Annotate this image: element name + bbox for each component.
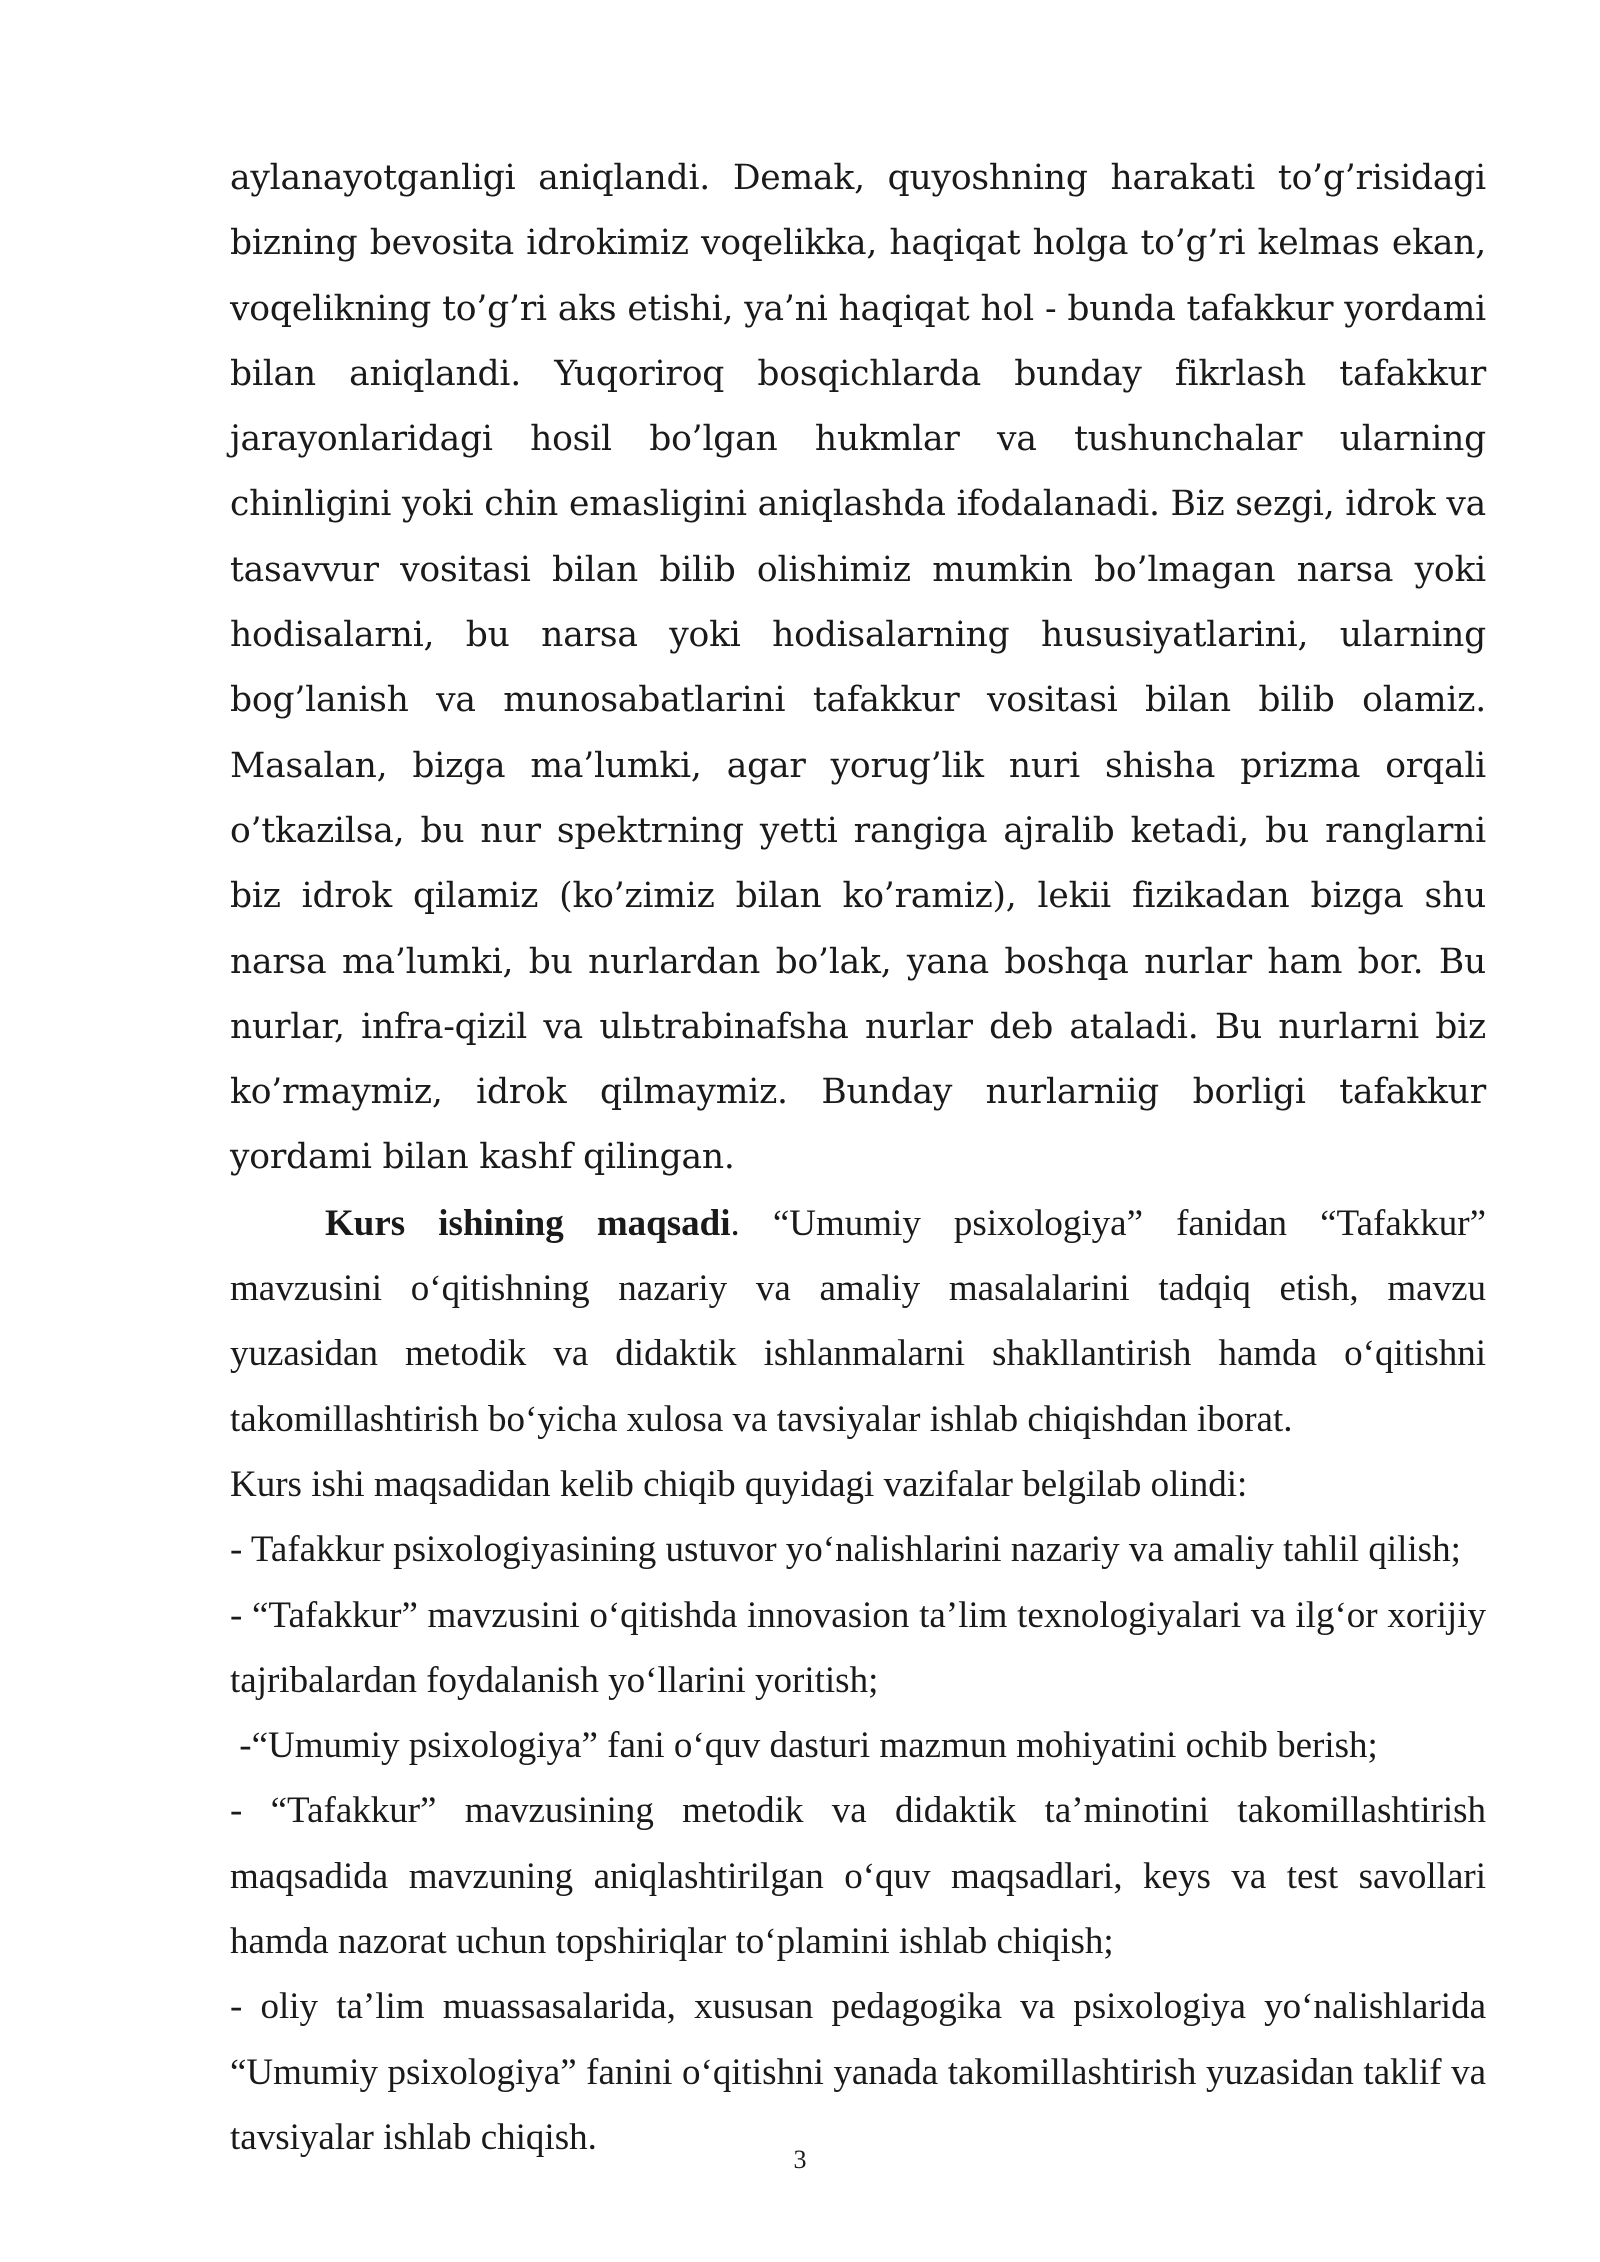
task-item-4: - “Tafakkur” mavzusining metodik va didaktik ta’minotini takomillashtirish maqsadida mavzuning aniqlashtirilgan o‘quv maqsadlari, keys va test savollari hamda nazorat uchun topshiriqlar to‘plamini ishlab chiqish;	[230, 1790, 1486, 1963]
course-goal-text: . “Umumiy psixologiya” fanidan “Tafakkur” mavzusini o‘qitishning nazariy va amaliy masalalarini tadqiq etish, mavzu yuzasidan metodik va didaktik ishlanmalarni shakllantirish hamda o‘qitishni takomillashtirish bo‘yicha xulosa va tavsiyalar ishlab chiqishdan iborat.	[230, 1202, 1486, 1440]
paragraph-thinking-intro: aylanayotganligi aniqlandi. Demak, quyoshning harakati to’g’risidagi bizning bevosita idrokimiz voqelikka, haqiqat holga to’g’ri kelmas ekan, voqelikning to’g’ri aks etishi, ya’ni haqiqat hol - bunda tafakkur yordami bilan aniqlandi. Yuqoriroq bosqichlarda bunday fikrlash tafakkur jarayonlaridagi hosil bo’lgan hukmlar va tushunchalar ularning chinligini yoki chin emasligini aniqlashda ifodalanadi. Biz sezgi, idrok va tasavvur vositasi bilan bilib olishimiz mumkin bo’lmagan narsa yoki hodisalarni, bu narsa yoki hodisalarning hususiyatlarini, ularning bog’lanish va munosabatlarini tafakkur vositasi bilan bilib olamiz. Masalan, bizga ma’lumki, agar yorug’lik nuri shisha prizma orqali o’tkazilsa, bu nur spektrning yetti rangiga ajralib ketadi, bu ranglarni biz idrok qilamiz (ko’zimiz bilan ko’ramiz), lekii fizikadan bizga shu narsa ma’lumki, bu nurlardan bo’lak, yana boshqa nurlar ham bor. Bu nurlar, infra-qizil va ulьtrabinafsha nurlar deb ataladi. Bu nurlarni biz ko’rmaymiz, idrok qilmaymiz. Bunday nurlarniig borligi tafakkur yordami bilan kashf qilingan.	[230, 158, 1486, 1178]
task-item-2: - “Tafakkur” mavzusini o‘qitishda innovasion ta’lim texnologiyalari va ilg‘or xorijiy tajribalardan foydalanish yo‘llarini yoritish;	[230, 1594, 1486, 1701]
task-item-5: - oliy ta’lim muassasalarida, xususan pedagogika va psixologiya yo‘nalishlarida “Umumiy psixologiya” fanini o‘qitishni yanada takomillashtirish yuzasidan taklif va tavsiyalar ishlab chiqish.	[230, 1986, 1486, 2158]
task-item-3: -“Umumiy psixologiya” fani o‘quv dasturi mazmun mohiyatini ochib berish;	[230, 1725, 1378, 1767]
task-item-1: - Tafakkur psixologiyasining ustuvor yo‘nalishlarini nazariy va amaliy tahlil qilish;	[230, 1529, 1461, 1571]
page-body	[230, 146, 1486, 2170]
page-number: 3	[793, 2145, 807, 2174]
tasks-intro: Kurs ishi maqsadidan kelib chiqib quyidagi vazifalar belgilab olindi:	[230, 1463, 1248, 1505]
paragraph-course-goal	[230, 1191, 1486, 1452]
course-goal-heading: Kurs ishining maqsadi	[325, 1202, 731, 1244]
